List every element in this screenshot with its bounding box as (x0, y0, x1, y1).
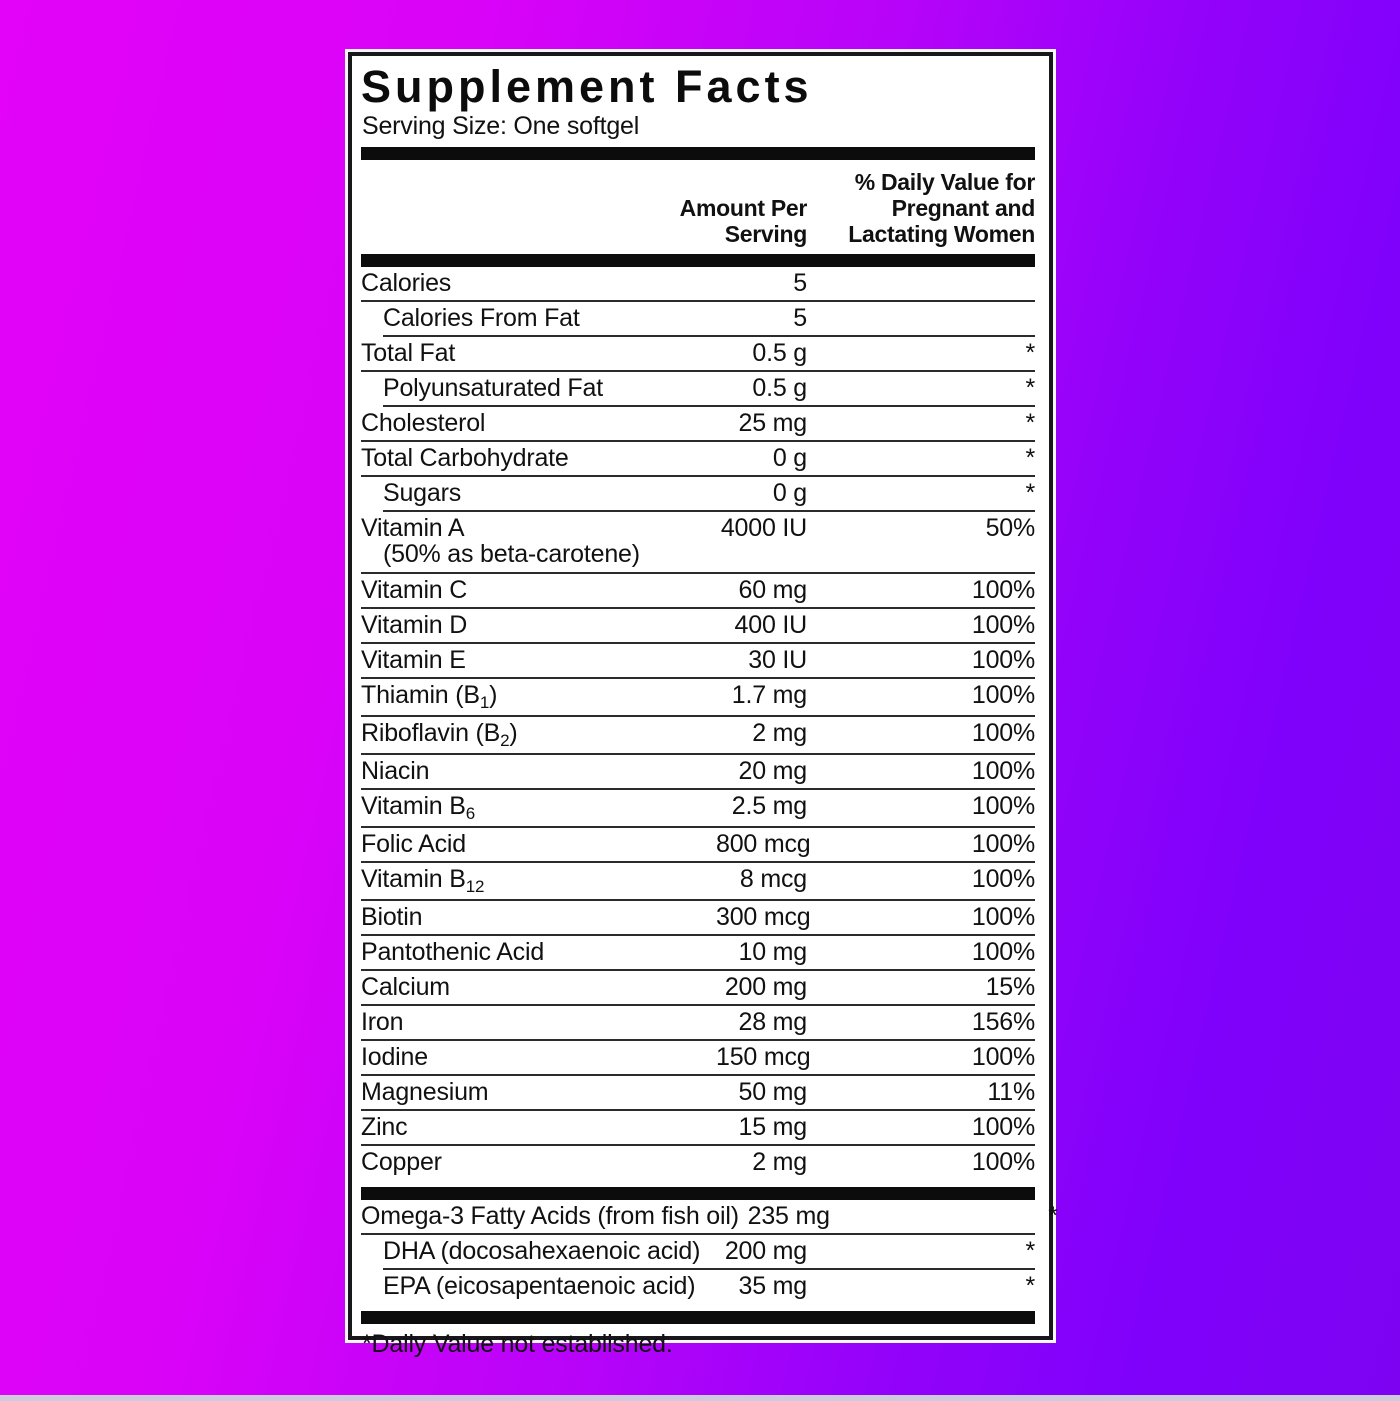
nutrient-row (383, 372, 1035, 407)
thick-divider-bar (361, 1311, 1035, 1324)
nutrient-name: DHA (docosahexaenoic acid) (383, 1237, 701, 1265)
nutrient-name: Riboflavin $(B_2)$ (361, 719, 518, 750)
nutrient-name: Iodine (361, 1043, 428, 1071)
nutrient-row (383, 1270, 1035, 1303)
header-line: Serving (724, 221, 807, 247)
daily-value-percent: 100% (971, 1148, 1035, 1176)
daily-value-percent: 100% (971, 646, 1035, 674)
subscript: 12 (465, 877, 485, 896)
amount-per-serving-value: 200 mg (724, 1237, 807, 1265)
daily-value-percent: * (1025, 1272, 1035, 1300)
amount-per-serving-value: 235 mg (747, 1202, 830, 1230)
nutrient-name: Vitamin $B_6$ (361, 792, 475, 823)
amount-per-serving-value: 400 IU (734, 611, 807, 639)
nutrient-row (383, 477, 1035, 512)
daily-value-percent: * (1025, 444, 1035, 472)
nutrient-row (361, 863, 1035, 901)
nutrient-row (383, 302, 1035, 337)
nutrient-name: Folic Acid (361, 830, 466, 858)
daily-value-percent: * (1048, 1202, 1058, 1230)
nutrient-row (361, 267, 1035, 302)
daily-value-percent: 11% (987, 1078, 1035, 1106)
header-line: Lactating Women (848, 221, 1035, 247)
amount-per-serving-value: 50 mg (738, 1078, 807, 1106)
daily-value-percent (807, 270, 1035, 296)
daily-value-percent: 100% (971, 792, 1035, 820)
nutrient-row (361, 1200, 1058, 1235)
daily-value-percent: * (1025, 339, 1035, 367)
nutrient-name: Magnesium (361, 1078, 489, 1106)
daily-value-percent: 100% (971, 1113, 1035, 1141)
nutrient-name: Calories From Fat (383, 304, 580, 332)
nutrient-row (361, 337, 1035, 372)
omega-rows (361, 1200, 1058, 1303)
daily-value-percent: * (1025, 479, 1035, 507)
amount-per-serving-value: 10 mg (738, 938, 807, 966)
amount-per-serving-value: 8 mcg (739, 865, 807, 893)
nutrient-row (361, 1146, 1035, 1179)
nutrient-name: Copper (361, 1148, 442, 1176)
nutrient-row (361, 1006, 1035, 1041)
nutrient-name: Biotin (361, 903, 423, 931)
daily-value-percent: 100% (971, 576, 1035, 604)
nutrient-name: Total Carbohydrate (361, 444, 569, 472)
supplement-facts-panel (348, 52, 1058, 1358)
daily-value-percent: 156% (971, 1008, 1035, 1036)
thick-divider-bar (361, 254, 1035, 267)
amount-per-serving-value: 5 (793, 269, 807, 297)
daily-value-percent: 100% (971, 903, 1035, 931)
amount-per-serving-value: 0.5 g (752, 339, 807, 367)
column-header-row (361, 160, 1035, 254)
amount-per-serving-value: 2.5 mg (731, 792, 807, 820)
thick-divider-bar (361, 1187, 1035, 1200)
amount-per-serving-value: 800 mcg (716, 830, 811, 858)
amount-per-serving-value: 1.7 mg (731, 681, 807, 709)
daily-value-percent: 100% (971, 938, 1035, 966)
photo-bottom-strip (0, 1395, 1400, 1401)
amount-per-serving-value: 2 mg (752, 1148, 807, 1176)
amount-per-serving-value: 35 mg (738, 1272, 807, 1300)
nutrient-name: Vitamin A (361, 514, 465, 542)
daily-value-percent: 100% (971, 865, 1035, 893)
nutrient-name: Vitamin $B_{12}$ (361, 865, 485, 896)
nutrient-row (361, 1041, 1035, 1076)
daily-value-percent: 100% (971, 830, 1035, 858)
nutrient-row (361, 828, 1035, 863)
nutrient-name: Sugars (383, 479, 462, 507)
daily-value-percent (807, 305, 1035, 331)
amount-per-serving-value: 60 mg (738, 576, 807, 604)
daily-value-percent: 100% (971, 1043, 1035, 1071)
nutrient-name: Niacin (361, 757, 430, 785)
amount-per-serving-value: 300 mcg (716, 903, 811, 931)
nutrient-name: Pantothenic Acid (361, 938, 545, 966)
nutrient-row (361, 755, 1035, 790)
nutrient-row (361, 1076, 1035, 1111)
nutrient-name: Zinc (361, 1113, 408, 1141)
nutrient-name: Total Fat (361, 339, 456, 367)
amount-per-serving-value: 0 g (772, 444, 807, 472)
amount-per-serving-value: 25 mg (738, 409, 807, 437)
nutrient-row (361, 971, 1035, 1006)
amount-per-serving-value: 4000 IU (720, 514, 807, 542)
nutrient-row (361, 1111, 1035, 1146)
daily-value-column-header (807, 169, 1035, 247)
nutrient-row (361, 442, 1035, 477)
nutrient-row (361, 790, 1035, 828)
serving-size-text: Serving Size: One softgel (362, 112, 640, 140)
daily-value-percent: 100% (971, 611, 1035, 639)
nutrient-row (361, 407, 1035, 442)
nutrient-name: Vitamin D (361, 611, 468, 639)
nutrient-name: Calcium (361, 973, 450, 1001)
nutrient-name: Calories (361, 269, 452, 297)
header-line: % Daily Value for (854, 169, 1035, 195)
nutrient-row (361, 936, 1035, 971)
nutrient-row (361, 512, 1035, 574)
amount-per-serving-value: 150 mcg (716, 1043, 811, 1071)
nutrient-name: Polyunsaturated Fat (383, 374, 603, 402)
amount-per-serving-value: 2 mg (752, 719, 807, 747)
nutrient-row (361, 609, 1035, 644)
nutrient-rows (361, 267, 1035, 1179)
header-line: Amount Per (679, 195, 807, 221)
daily-value-percent: * (1025, 409, 1035, 437)
nutrient-name: Iron (361, 1008, 404, 1036)
nutrient-name: Vitamin E (361, 646, 466, 674)
daily-value-footnote: *Daily Value not established. (362, 1330, 673, 1358)
daily-value-percent: 100% (971, 757, 1035, 785)
nutrient-name: Omega-3 Fatty Acids (from fish oil) (361, 1202, 739, 1230)
daily-value-percent: * (1025, 374, 1035, 402)
amount-column-header (647, 195, 807, 247)
daily-value-percent: 100% (971, 719, 1035, 747)
nutrient-name: EPA (eicosapentaenoic acid) (383, 1272, 696, 1300)
subscript: 2 (500, 731, 510, 750)
nutrient-name: Vitamin C (361, 576, 468, 604)
nutrient-row (383, 1235, 1035, 1270)
subscript: 1 (479, 693, 490, 712)
nutrient-row (361, 901, 1035, 936)
daily-value-percent: 15% (985, 973, 1035, 1001)
amount-per-serving-value: 28 mg (738, 1008, 807, 1036)
amount-per-serving-value: 200 mg (724, 973, 807, 1001)
daily-value-percent: * (1025, 1237, 1035, 1265)
amount-per-serving-value: 0 g (772, 479, 807, 507)
nutrient-row (361, 574, 1035, 609)
nutrient-name: Thiamin $(B_1)$ (361, 681, 498, 712)
nutrient-note: (50% as beta-carotene) (383, 540, 640, 568)
amount-per-serving-value: 20 mg (738, 757, 807, 785)
subscript: 6 (465, 804, 475, 823)
daily-value-percent: 50% (985, 514, 1035, 542)
nutrient-row (361, 644, 1035, 679)
amount-per-serving-value: 0.5 g (752, 374, 807, 402)
daily-value-percent: 100% (971, 681, 1035, 709)
panel-title: Supplement Facts (361, 61, 813, 112)
nutrient-name: Cholesterol (361, 409, 486, 437)
thick-divider-bar (361, 147, 1035, 160)
amount-per-serving-value: 30 IU (748, 646, 807, 674)
header-line: Pregnant and (891, 195, 1035, 221)
nutrient-row (361, 679, 1035, 717)
amount-per-serving-value: 5 (793, 304, 807, 332)
amount-per-serving-value: 15 mg (738, 1113, 807, 1141)
nutrient-row (361, 717, 1035, 755)
